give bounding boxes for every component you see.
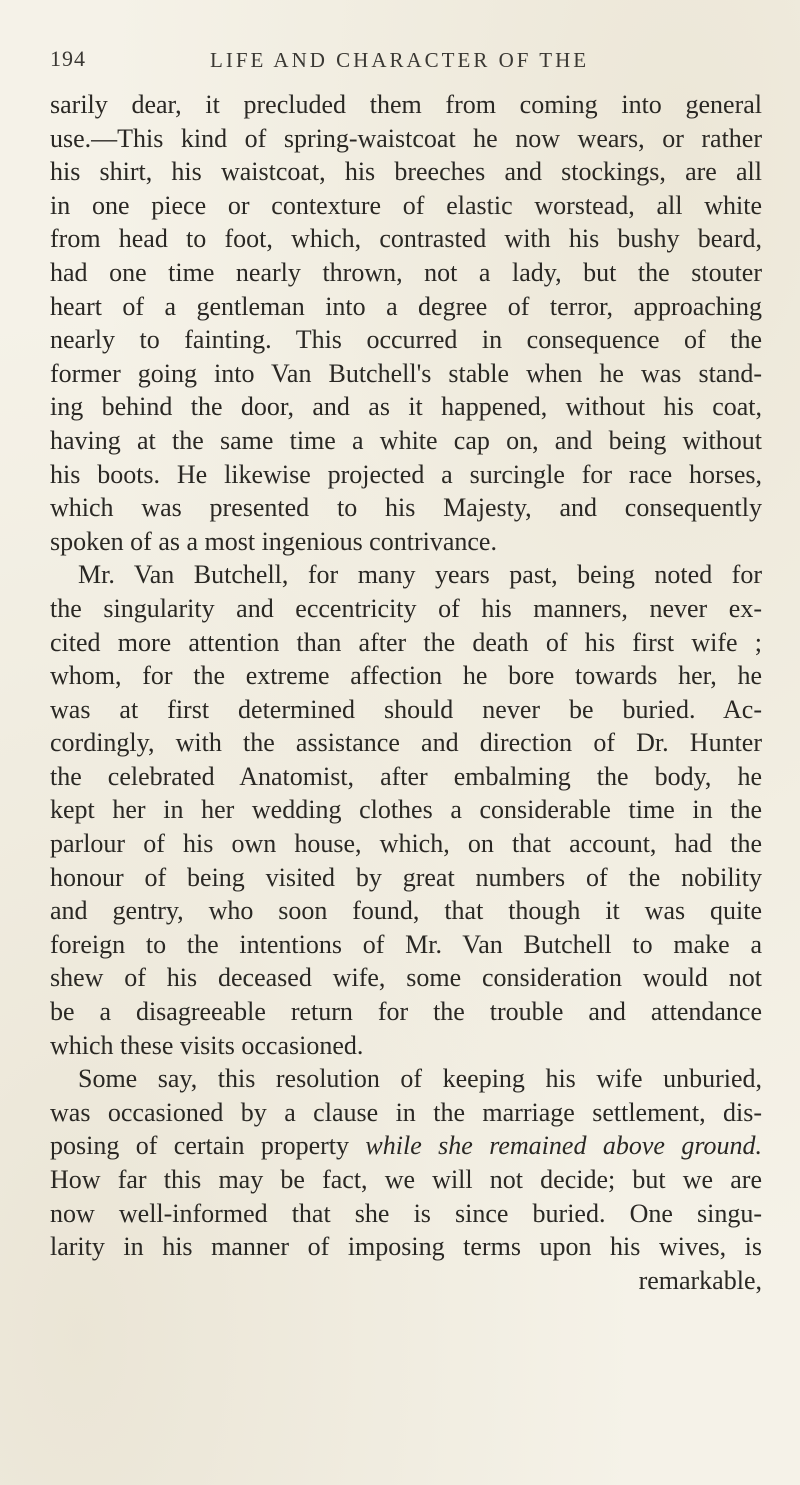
text-line: former going into Van Butchell's stable when he was stand- [50, 358, 762, 388]
text-line: had one time nearly thrown, not a lady, but the stouter [50, 257, 762, 287]
text-line: kept her in her wedding clothes a considerable time in the [50, 795, 762, 825]
text-line: honour of being visited by great numbers of the nobility [50, 862, 762, 892]
text-line: larity in his manner of imposing terms upon his wives, is [50, 1232, 762, 1262]
catchword-line: remarkable, [638, 1265, 762, 1295]
text-line: in one piece or contexture of elastic worstead, all white [50, 190, 762, 220]
text-line: whom, for the extreme affection he bore towards her, he [50, 661, 762, 691]
text-line: having at the same time a white cap on, and being without [50, 425, 762, 455]
text-line: which these visits occasioned. [50, 1030, 364, 1060]
text-line: spoken of as a most ingenious contrivance. [50, 526, 497, 556]
text-line: cited more attention than after the death of his first wife ; [50, 627, 762, 657]
text-line: his shirt, his waistcoat, his breeches and stockings, are all [50, 157, 762, 187]
text-line: was at first determined should never be buried. Ac- [50, 694, 762, 724]
text-line: heart of a gentleman into a degree of terror, approaching [50, 291, 762, 321]
text-line: shew of his deceased wife, some consideration would not [50, 963, 762, 993]
text-line: from head to foot, which, contrasted with his bushy beard, [50, 224, 762, 254]
text-segment: posing of certain property [50, 1131, 350, 1161]
text-line: which was presented to his Majesty, and consequently [50, 493, 762, 523]
text-line: nearly to fainting. This occurred in consequence of the [50, 325, 762, 355]
text-line: now well-informed that she is since buried. One singu- [50, 1198, 762, 1228]
text-line: the celebrated Anatomist, after embalming the body, he [50, 761, 762, 791]
running-title: LIFE AND CHARACTER OF THE [210, 48, 590, 72]
body-text [50, 88, 762, 1297]
text-line: and gentry, who soon found, that though it was quite [50, 896, 762, 926]
text-line: be a disagreeable return for the trouble and attendance [50, 997, 762, 1027]
text-line: use.—This kind of spring-waistcoat he now wears, or rather [50, 123, 762, 153]
text-line: foreign to the intentions of Mr. Van Butchell to make a [50, 929, 762, 959]
text-line: his boots. He likewise projected a surcingle for race horses, [50, 459, 762, 489]
text-line: ing behind the door, and as it happened, without his coat, [50, 392, 762, 422]
text-line-with-italic [50, 1129, 762, 1163]
paragraph-start-line: Mr. Van Butchell, for many years past, being noted for [78, 560, 762, 590]
page-number: 194 [50, 46, 86, 71]
text-line: was occasioned by a clause in the marriage settlement, dis- [50, 1097, 762, 1127]
text-line: parlour of his own house, which, on that account, had the [50, 829, 762, 859]
text-line: cordingly, with the assistance and direction of Dr. Hunter [50, 728, 762, 758]
paragraph-start-line: Some say, this resolution of keeping his wife unburied, [78, 1064, 762, 1094]
italic-phrase: while she remained above ground. [365, 1131, 762, 1161]
text-line: How far this may be fact, we will not decide; but we are [50, 1165, 762, 1194]
page-header [50, 46, 750, 76]
text-line: the singularity and eccentricity of his manners, never ex- [50, 593, 762, 623]
text-line: sarily dear, it precluded them from coming into general [50, 90, 762, 119]
